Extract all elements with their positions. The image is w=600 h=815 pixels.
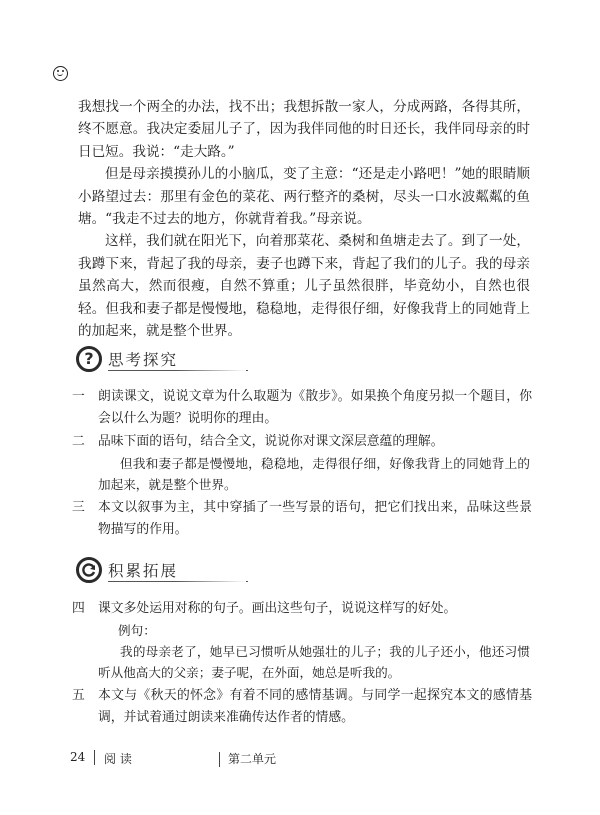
footer-section-label: 阅 读 — [104, 752, 132, 766]
example-sentence: 我的母亲老了，她早已习惯听从她强壮的儿子；我的儿子还小，他还习惯听从他高大的父亲；妻子呢，在外面，她总是听我的。 — [98, 644, 530, 680]
question-text: 品味下面的语句，结合全文，说说你对课文深层意蕴的理解。 — [98, 434, 444, 449]
question-number: 一 — [72, 389, 85, 404]
body-paragraph: 但是母亲摸摸孙儿的小脑瓜，变了主意：“还是走小路吧！”她的眼睛顺小路望过去：那里有金色的菜花、两行整齐的桑树，尽头一口水波粼粼的鱼塘。“我走不过去的地方，你就背着我。”母亲说。 — [78, 166, 530, 228]
article-body — [78, 96, 530, 342]
section-header-thinking — [76, 345, 276, 375]
smiley-icon — [53, 66, 68, 81]
question-text: 课文多处运用对称的句子。画出这些句子，说说这样写的好处。 — [98, 601, 457, 616]
question-4 — [72, 598, 532, 620]
body-paragraph: 我想找一个两全的办法，找不出；我想拆散一家人，分成两路，各得其所，终不愿意。我决定委屈儿子了，因为我伴同他的时日还长，我伴同母亲的时日已短。我说：“走大路。” — [78, 99, 530, 160]
question-number: 三 — [72, 500, 85, 515]
question-2 — [72, 431, 532, 453]
quoted-sentence: 但我和妻子都是慢慢地，稳稳地，走得很仔细，好像我背上的同她背上的加起来，就是整个世界。 — [98, 456, 530, 492]
question-1 — [72, 386, 532, 430]
question-text: 本文以叙事为主，其中穿插了一些写景的语句，把它们找出来，品味这些景物描写的作用。 — [98, 500, 532, 537]
question-number: 二 — [72, 434, 85, 449]
question-number: 四 — [72, 601, 85, 616]
section-header-accumulate — [76, 556, 276, 586]
question-3 — [72, 497, 532, 541]
footer-divider — [219, 752, 220, 767]
question-number: 五 — [72, 688, 85, 703]
question-text: 朗读课文，说说文章为什么取题为《散步》。如果换个角度另拟一个题目，你会以什么为题？说明你的理由。 — [98, 389, 532, 426]
body-paragraph: 这样，我们就在阳光下，向着那菜花、桑树和鱼塘走去了。到了一处，我蹲下来，背起了我的母亲，妻子也蹲下来，背起了我们的儿子。我的母亲虽然高大，然而很瘦，自然不算重；儿子虽然很胖，毕竟幼小，自然也很轻。但我和妻子都是慢慢地，稳稳地，走得很仔细，好像我背上的同她背上的加起来，就是整个世界。 — [78, 233, 530, 340]
section-title: 积累拓展 — [108, 562, 179, 580]
footer-unit-label: 第二单元 — [228, 752, 277, 766]
page-number: 24 — [70, 750, 86, 764]
question-text: 本文与《秋天的怀念》有着不同的感情基调。与同学一起探究本文的感情基调，并试着通过朗读来准确传达作者的情感。 — [98, 688, 532, 725]
question-5 — [72, 685, 532, 729]
footer-divider — [94, 750, 95, 765]
question-mark-icon: ? — [76, 346, 102, 372]
section-title: 思考探究 — [108, 351, 179, 369]
example-label: 例句： — [118, 623, 156, 638]
refresh-arrow-icon — [76, 557, 102, 583]
